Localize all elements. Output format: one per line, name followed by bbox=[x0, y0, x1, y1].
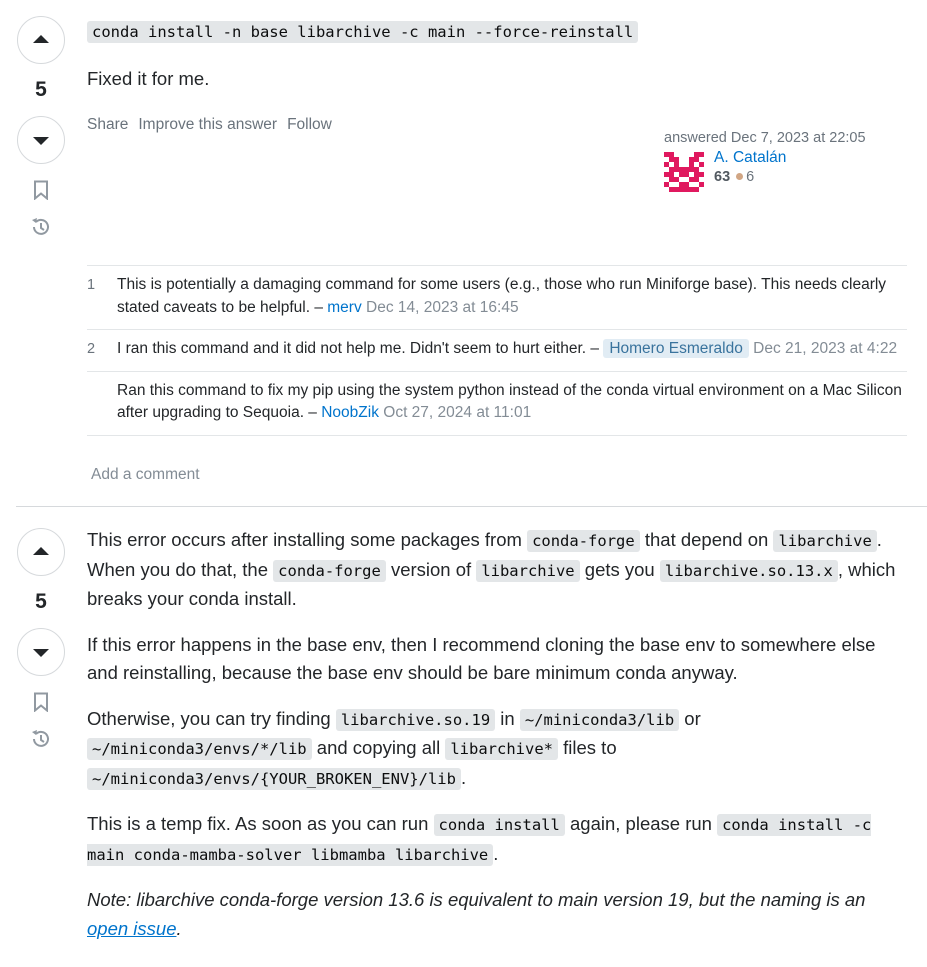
arrow-down-icon bbox=[32, 131, 50, 149]
downvote-button[interactable] bbox=[17, 628, 65, 676]
comment-separator: – bbox=[304, 404, 322, 421]
vote-cell bbox=[17, 528, 67, 750]
text-span: , which breaks your conda install. bbox=[87, 558, 896, 609]
downvote-button[interactable] bbox=[17, 116, 65, 164]
text-span: . bbox=[176, 917, 182, 939]
bronze-badge-icon bbox=[736, 173, 743, 180]
bookmark-icon bbox=[32, 180, 50, 200]
text-span: . bbox=[493, 842, 499, 864]
text-span: gets you bbox=[579, 558, 660, 580]
user-avatar[interactable] bbox=[664, 152, 704, 192]
vote-count: 5 bbox=[35, 590, 47, 613]
add-comment-link[interactable]: Add a comment bbox=[91, 466, 200, 483]
comment-date[interactable]: Dec 21, 2023 at 4:22 bbox=[753, 340, 898, 357]
follow-link[interactable]: Follow bbox=[287, 116, 332, 133]
vote-count: 5 bbox=[35, 78, 47, 101]
code-inline: libarchive* bbox=[445, 738, 558, 760]
code-inline: libarchive bbox=[476, 560, 579, 582]
code-inline: ~/miniconda3/envs/*/lib bbox=[87, 738, 312, 760]
upvote-button[interactable] bbox=[17, 16, 65, 64]
text-span: This is a temp fix. As soon as you can run bbox=[87, 813, 434, 834]
history-icon bbox=[30, 728, 52, 750]
share-link[interactable]: Share bbox=[87, 116, 129, 133]
bookmark-icon bbox=[32, 692, 50, 712]
comment-text: I ran this command and it did not help me. Didn't seem to hurt either. bbox=[117, 340, 587, 357]
code-inline: ~/miniconda3/lib bbox=[520, 709, 679, 731]
open-issue-link[interactable]: open issue bbox=[87, 917, 177, 939]
user-signature bbox=[664, 130, 866, 192]
text-span: Otherwise, you can try finding bbox=[87, 707, 336, 729]
text-span: . When you do that, the bbox=[87, 529, 882, 580]
post-body bbox=[87, 17, 907, 134]
vote-cell bbox=[17, 16, 67, 238]
improve-link[interactable]: Improve this answer bbox=[138, 116, 278, 133]
action-label: answered bbox=[664, 130, 727, 146]
comment-text: This is potentially a damaging command for some users (e.g., those who run Miniforge base). This needs clearly stated caveats to be helpful. bbox=[117, 276, 887, 316]
code-inline: conda-forge bbox=[273, 560, 386, 582]
text-span: version of bbox=[385, 558, 477, 580]
comment bbox=[87, 266, 907, 330]
paragraph bbox=[87, 705, 907, 794]
note-paragraph bbox=[87, 886, 907, 943]
code-inline: libarchive.so.13.x bbox=[660, 560, 838, 582]
comment-score: 1 bbox=[87, 277, 96, 293]
text-span: that depend on bbox=[639, 529, 774, 550]
code-inline: ~/miniconda3/envs/{YOUR_BROKEN_ENV}/lib bbox=[87, 768, 461, 790]
code-inline: conda install -c main conda-mamba-solver libmamba libarchive bbox=[87, 816, 872, 864]
comment-score: 2 bbox=[87, 341, 96, 357]
text-span: Note: libarchive conda-forge version 13.6 is equivalent to main version 19, but the naming is an bbox=[87, 889, 866, 910]
comment-date[interactable]: Oct 27, 2024 at 11:01 bbox=[383, 404, 532, 421]
comment-separator: – bbox=[586, 340, 604, 357]
answer-text: Fixed it for me. bbox=[87, 67, 210, 89]
paragraph bbox=[87, 526, 907, 614]
text-span: This error occurs after installing some packages from bbox=[87, 529, 528, 550]
code-inline: libarchive bbox=[773, 530, 876, 552]
answer-divider bbox=[16, 506, 927, 507]
text-span: files to bbox=[558, 737, 617, 758]
bookmark-button[interactable] bbox=[17, 180, 65, 200]
reputation: 63 bbox=[714, 169, 731, 185]
comment-separator: – bbox=[310, 298, 328, 316]
code-inline: libarchive.so.19 bbox=[336, 709, 495, 731]
arrow-up-icon bbox=[32, 543, 50, 561]
comment bbox=[87, 372, 907, 436]
text-span: . bbox=[460, 766, 467, 788]
history-button[interactable] bbox=[17, 728, 65, 750]
arrow-up-icon bbox=[32, 31, 50, 49]
comment-user-link[interactable]: merv bbox=[327, 298, 362, 316]
paragraph bbox=[87, 810, 907, 869]
comment bbox=[87, 330, 907, 372]
paragraph: If this error happens in the base env, then I recommend cloning the base env to somewhere else and reinstalling, because the base env should be bare minimum conda anyway. bbox=[87, 633, 876, 683]
user-name-link[interactable]: A. Catalán bbox=[714, 149, 787, 166]
post-body bbox=[87, 526, 907, 960]
comment-list bbox=[87, 265, 907, 436]
code-inline: conda-forge bbox=[527, 530, 640, 552]
comment-date[interactable]: Dec 14, 2023 at 16:45 bbox=[366, 298, 519, 316]
comment-user-link[interactable]: Homero Esmeraldo bbox=[603, 339, 749, 358]
upvote-button[interactable] bbox=[17, 528, 65, 576]
history-icon bbox=[30, 216, 52, 238]
comment-text: Ran this command to fix my pip using the system python instead of the conda virtual environment on a Mac Silicon after upgrading to Sequoia. bbox=[117, 381, 902, 421]
text-span: again, please run bbox=[564, 813, 718, 834]
text-span: in bbox=[495, 707, 520, 729]
arrow-down-icon bbox=[32, 643, 50, 661]
comment-user-link[interactable]: NoobZik bbox=[321, 404, 379, 421]
answer-date: Dec 7, 2023 at 22:05 bbox=[730, 130, 866, 146]
code-inline: conda install bbox=[434, 814, 565, 836]
text-span: or bbox=[679, 707, 701, 729]
bronze-badge-count: 6 bbox=[746, 169, 755, 185]
code-inline: conda install -n base libarchive -c main --force-reinstall bbox=[87, 21, 638, 43]
bookmark-button[interactable] bbox=[17, 692, 65, 712]
history-button[interactable] bbox=[17, 216, 65, 238]
text-span: and copying all bbox=[311, 737, 446, 758]
